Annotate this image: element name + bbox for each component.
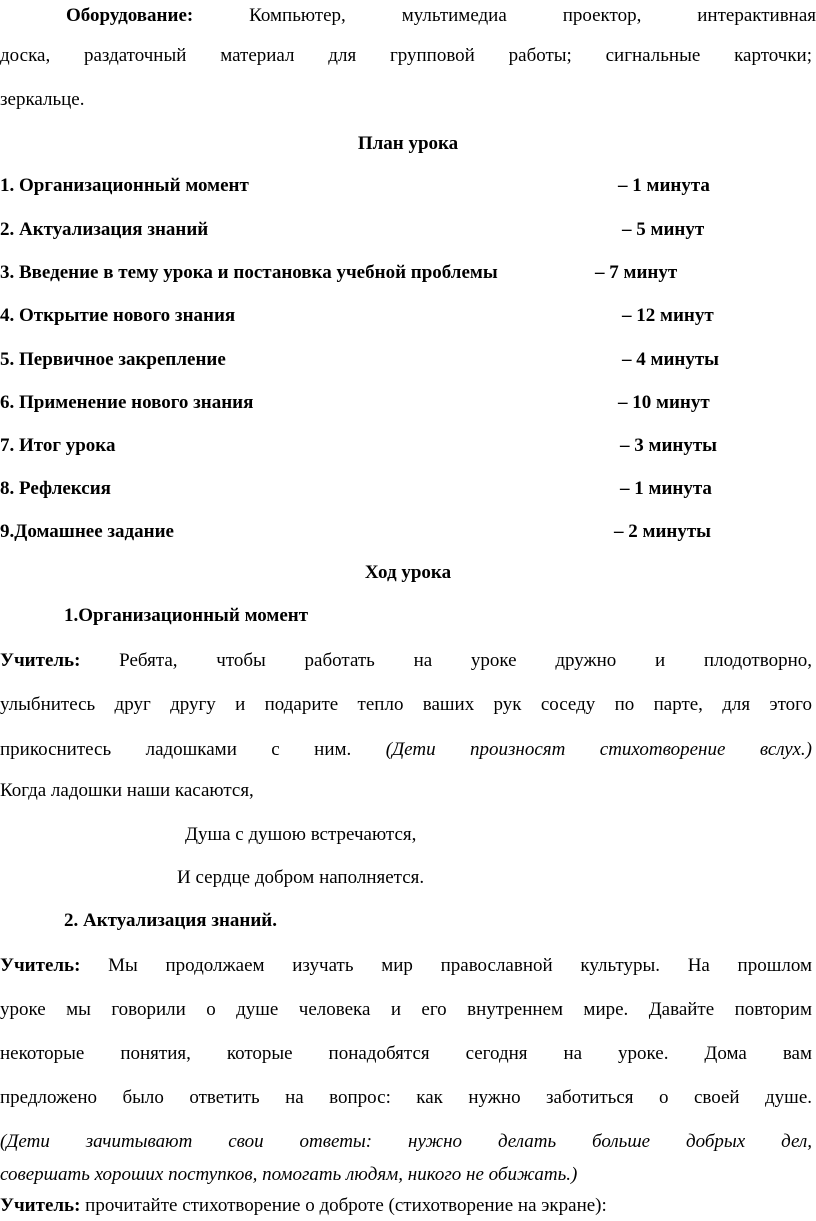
equipment-line-2: доска, раздаточный материал для групповой работы; сигнальные карточки; bbox=[0, 45, 812, 66]
section-2-italic-line-1: (Дети зачитывают свои ответы: нужно делать больше добрых дел, bbox=[0, 1131, 812, 1152]
plan-item-duration: – 2 минуты bbox=[614, 521, 712, 542]
plan-item-duration: – 4 минуты bbox=[622, 349, 720, 370]
poem-line-2: Душа с душою встречаются, bbox=[185, 824, 417, 845]
section-2-line-4: предложено было ответить на вопрос: как нужно заботиться о своей душе. bbox=[0, 1087, 812, 1108]
plan-item-label: 4. Открытие нового знания bbox=[0, 305, 236, 326]
section-1-text-1: Ребята, чтобы работать на уроке дружно и плодотворно, bbox=[119, 650, 812, 671]
plan-item-label: 9.Домашнее задание bbox=[0, 521, 174, 542]
plan-item-duration: – 1 минута bbox=[618, 175, 710, 196]
section-2-italic-line-2: совершать хороших поступков, помогать людям, никого не обижать.) bbox=[0, 1164, 578, 1185]
equipment-line-3: зеркальце. bbox=[0, 89, 85, 110]
plan-item-duration: – 12 минут bbox=[622, 305, 714, 326]
plan-item-label: 5. Первичное закрепление bbox=[0, 349, 226, 370]
section-1-line-1 bbox=[0, 649, 812, 673]
section-1-line-2: улыбнитесь друг другу и подарите тепло ваших рук соседу по парте, для этого bbox=[0, 694, 812, 715]
section-2-text-1: Мы продолжаем изучать мир православной культуры. На прошлом bbox=[108, 955, 813, 976]
plan-item-label: 1. Организационный момент bbox=[0, 175, 249, 196]
teacher-label: Учитель: bbox=[0, 955, 81, 976]
plan-item-duration: – 3 минуты bbox=[620, 435, 718, 456]
plan-item-duration: – 10 минут bbox=[618, 392, 710, 413]
section-1-line-3 bbox=[0, 738, 812, 762]
equipment-text-1: Компьютер, мультимедиа проектор, интерактивная bbox=[249, 5, 816, 26]
plan-item-label: 2. Актуализация знаний bbox=[0, 219, 209, 240]
section-2-line-3: некоторые понятия, которые понадобятся сегодня на уроке. Дома вам bbox=[0, 1043, 812, 1064]
plan-item-duration: – 7 минут bbox=[595, 262, 678, 283]
plan-item-label: 6. Применение нового знания bbox=[0, 392, 254, 413]
plan-item-label: 7. Итог урока bbox=[0, 435, 116, 456]
plan-title: План урока bbox=[357, 133, 459, 154]
equipment-label: Оборудование: bbox=[66, 5, 194, 26]
section-2-line-1 bbox=[0, 954, 812, 978]
course-title: Ход урока bbox=[364, 562, 452, 583]
plan-item-duration: – 1 минута bbox=[620, 478, 712, 499]
section-2-last-line bbox=[0, 1194, 816, 1218]
plan-item-label: 3. Введение в тему урока и постановка учебной проблемы bbox=[0, 262, 498, 283]
section-1-italic-note: (Дети произносят стихотворение вслух.) bbox=[385, 739, 812, 760]
section-2-heading: 2. Актуализация знаний. bbox=[64, 910, 278, 931]
equipment-line-1 bbox=[0, 4, 816, 28]
plan-item-label: 8. Рефлексия bbox=[0, 478, 111, 499]
poem-line-3: И сердце добром наполняется. bbox=[177, 867, 425, 888]
section-1-text-3: прикоснитесь ладошками с ним. bbox=[0, 739, 352, 760]
section-1-heading: 1.Организационный момент bbox=[64, 605, 309, 626]
teacher-label: Учитель: bbox=[0, 650, 81, 671]
poem-line-1: Когда ладошки наши касаются, bbox=[0, 780, 254, 801]
plan-item-duration: – 5 минут bbox=[622, 219, 705, 240]
section-2-last-text: прочитайте стихотворение о доброте (стихотворение на экране): bbox=[85, 1195, 607, 1216]
teacher-label: Учитель: bbox=[0, 1195, 81, 1216]
section-2-line-2: уроке мы говорили о душе человека и его внутреннем мире. Давайте повторим bbox=[0, 999, 812, 1020]
